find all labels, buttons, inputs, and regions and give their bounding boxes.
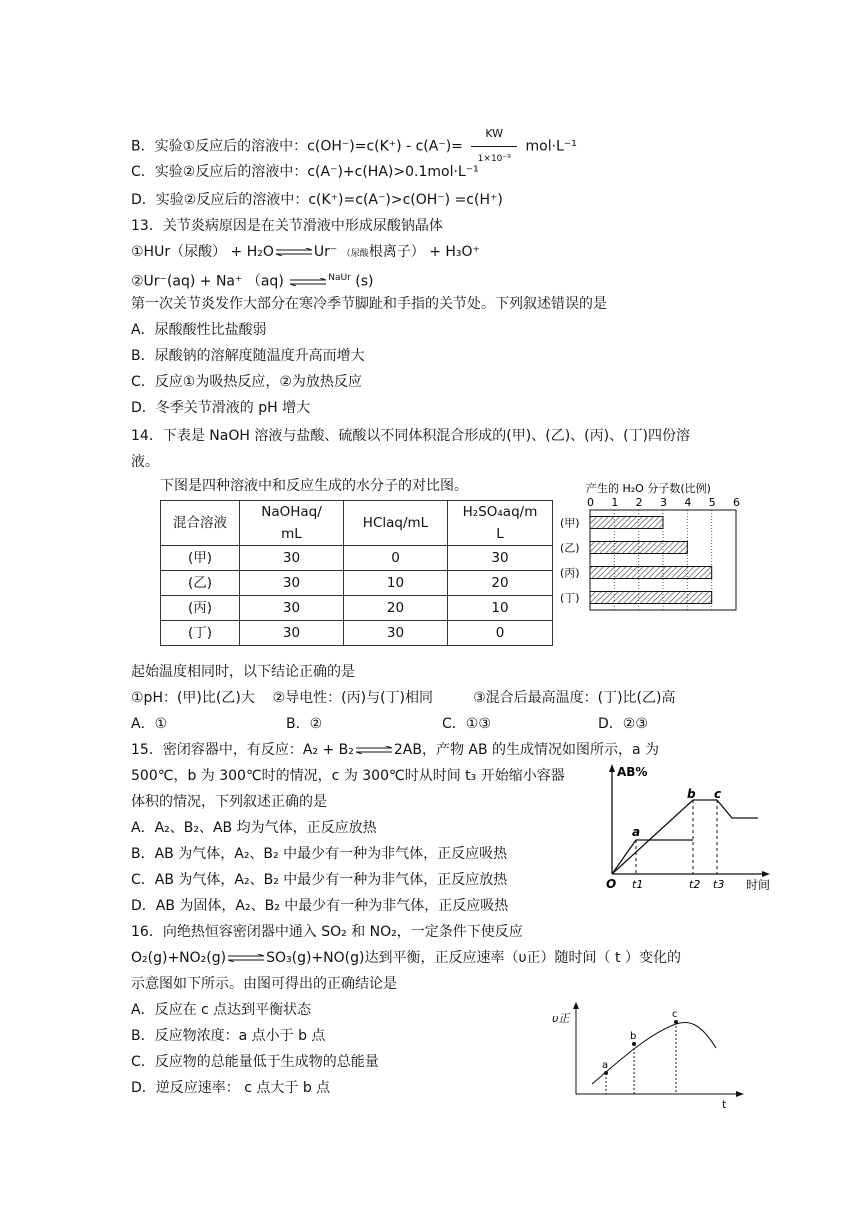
- q14-stem-line2: 液。: [131, 454, 159, 470]
- q15-option-a: A．A₂、B₂、AB 均为气体，正反应放热: [131, 820, 377, 836]
- y-axis-label: υ正: [552, 1012, 570, 1025]
- bar-tick-label: 2: [635, 496, 643, 509]
- bar-tick-label: 5: [708, 496, 716, 509]
- q14-table: [160, 500, 553, 646]
- q15-option-c: C．AB 为气体，A₂、B₂ 中最少有一种为非气体，正反应放热: [131, 872, 508, 888]
- tick-t3: t3: [713, 878, 725, 891]
- q12-option-b-unit: mol·L⁻¹: [525, 138, 577, 155]
- x-axis-label: 时间: [746, 878, 771, 892]
- point-label-c: c: [714, 787, 722, 801]
- bar-mark: [590, 517, 663, 529]
- curve-a: [612, 840, 693, 874]
- table-cell: 20: [344, 596, 448, 621]
- y-axis-arrow-icon: [573, 1002, 579, 1009]
- q13-stem: 13．关节炎病原因是在关节滑液中形成尿酸钠晶体: [131, 218, 443, 234]
- q15-stem-line1: [131, 740, 659, 760]
- bar-tick-label: 1: [611, 496, 619, 509]
- q12-option-b-label: B．实验①反应后的溶液中：: [131, 138, 308, 155]
- q13-equation-2: [131, 268, 373, 292]
- table-cell: 30: [344, 621, 448, 646]
- q14-option-a: A．①: [131, 716, 168, 732]
- q16-stem-a: O₂(g)+NO₂(g): [131, 950, 227, 966]
- q14-stem-line1: 14．下表是 NaOH 溶液与盐酸、硫酸以不同体积混合形成的(甲)、(乙)、(丙)、(丁)四份溶: [131, 428, 691, 444]
- q16-option-a: A．反应在 c 点达到平衡状态: [131, 1002, 312, 1018]
- q12-option-b-expr: c(OH⁻)=c(K⁺) - c(A⁻)=: [307, 138, 463, 155]
- q16-stem-b: SO₃(g)+NO(g)达到平衡，正反应速率（υ正）随时间（ t ）变化的: [266, 950, 681, 966]
- table-cell: 20: [448, 571, 553, 596]
- eq1-left: ①HUr（尿酸） + H₂O: [131, 244, 274, 260]
- table-cell: (甲): [161, 546, 240, 571]
- q15-stem-b: 2AB，产物 AB 的生成情况如图所示，a 为: [393, 742, 660, 758]
- ab-percent-graph: [598, 758, 778, 893]
- rate-graph: [548, 1000, 748, 1115]
- table-cell: (丁): [161, 621, 240, 646]
- table-cell: 30: [448, 546, 553, 571]
- bar-tick-label: 0: [587, 496, 594, 509]
- q15-option-b: B．AB 为气体，A₂、B₂ 中最少有一种为非气体，正反应吸热: [131, 846, 508, 862]
- q14-statements: ①pH：(甲)比(乙)大 ②导电性：(丙)与(丁)相同 ③混合后最高温度：(丁)比(乙)高: [131, 690, 676, 706]
- table-cell: (乙): [161, 571, 240, 596]
- point-label-a: a: [602, 1060, 609, 1071]
- header-cell: [240, 501, 344, 546]
- q16-stem-line3: 示意图如下所示。由图可得出的正确结论是: [131, 976, 397, 992]
- q14-intro: 下图是四种溶液中和反应生成的水分子的对比图。: [160, 478, 468, 494]
- eq1-right: 根离子） + H₃O⁺: [368, 244, 480, 260]
- bar-mark: [590, 592, 712, 604]
- eq1-mid: Ur⁻: [313, 244, 338, 260]
- table-row: [161, 596, 553, 621]
- table-cell: 30: [240, 596, 344, 621]
- q14-option-c: C．①③: [442, 716, 491, 732]
- bar-mark: [590, 542, 687, 554]
- x-axis-arrow-icon: [762, 871, 770, 877]
- point-label-a: a: [632, 825, 641, 839]
- table-header-row: [161, 501, 553, 546]
- fraction-denominator: 1×10⁻⁹: [477, 154, 511, 164]
- origin-label: O: [606, 877, 617, 891]
- bar-category-label: (甲): [560, 516, 580, 530]
- bar-tick-label: 6: [733, 496, 740, 509]
- table-cell: 10: [448, 596, 553, 621]
- q14-option-d: D．②③: [598, 716, 648, 732]
- x-axis-arrow-icon: [736, 1091, 744, 1097]
- point-label-c: c: [672, 1009, 678, 1020]
- table-cell: 30: [240, 571, 344, 596]
- bar-category-label: (丙): [560, 566, 580, 580]
- q15-stem-a: 15．密闭容器中，有反应：A₂ + B₂: [131, 742, 354, 758]
- q16-option-d: D．逆反应速率： c 点大于 b 点: [131, 1080, 331, 1096]
- q15-option-d: D．AB 为固体，A₂、B₂ 中最少有一种为非气体，正反应吸热: [131, 898, 509, 914]
- q13-equation-1: [131, 242, 480, 264]
- q15-stem-line2: 500℃，b 为 300℃时的情况，c 为 300℃时从时间 t₃ 开始缩小容器: [131, 768, 565, 784]
- q14-conclusion: 起始温度相同时，以下结论正确的是: [131, 664, 355, 680]
- header-text: NaOHaq/: [261, 504, 322, 520]
- table-cell: 0: [344, 546, 448, 571]
- table-cell: (丙): [161, 596, 240, 621]
- table-row: [161, 571, 553, 596]
- y-axis-label: AB%: [617, 765, 648, 779]
- header-text: mL: [281, 526, 302, 542]
- q13-context: 第一次关节炎发作大部分在寒冷季节脚趾和手指的关节处。下列叙述错误的是: [131, 296, 607, 312]
- fraction-numerator: KW: [471, 124, 517, 147]
- equilibrium-arrow-icon: [276, 248, 312, 256]
- eq2-left: ②Ur⁻(aq) + Na⁺ （aq): [131, 273, 284, 290]
- q16-option-b: B．反应物浓度：a 点小于 b 点: [131, 1028, 326, 1044]
- point-label-b: b: [687, 787, 696, 801]
- header-cell: HClaq/mL: [344, 501, 448, 546]
- eq1-small: （尿酸: [341, 249, 369, 259]
- q16-option-c: C．反应物的总能量低于生成物的总能量: [131, 1054, 379, 1070]
- header-text: L: [496, 526, 504, 542]
- q13-option-d: D．冬季关节滑液的 pH 增大: [131, 400, 311, 416]
- q13-option-a: A．尿酸酸性比盐酸弱: [131, 322, 267, 338]
- table-cell: 30: [240, 621, 344, 646]
- header-text: H₂SO₄aq/m: [462, 504, 538, 520]
- bar-category-label: (乙): [560, 541, 580, 555]
- q15-stem-line3: 体积的情况，下列叙述正确的是: [131, 794, 327, 810]
- table-cell: 0: [448, 621, 553, 646]
- equilibrium-arrow-icon: [228, 954, 264, 962]
- table-cell: 30: [240, 546, 344, 571]
- eq2-small: NaUr: [328, 273, 351, 283]
- table-cell: 10: [344, 571, 448, 596]
- y-axis-arrow-icon: [609, 764, 615, 772]
- tick-t1: t1: [632, 878, 644, 891]
- equilibrium-arrow-icon: [290, 278, 326, 286]
- table-row: [161, 546, 553, 571]
- q13-option-b: B．尿酸钠的溶解度随温度升高而增大: [131, 348, 365, 364]
- q12-option-d: D．实验②反应后的溶液中：c(K⁺)=c(A⁻)>c(OH⁻) =c(H⁺): [131, 192, 503, 208]
- q14-option-b: B．②: [286, 716, 323, 732]
- q13-option-c: C．反应①为吸热反应，②为放热反应: [131, 374, 362, 390]
- q16-stem-line1: 16．向绝热恒容密闭器中通入 SO₂ 和 NO₂，一定条件下使反应: [131, 924, 523, 940]
- table-row: [161, 621, 553, 646]
- bar-mark: [590, 567, 712, 579]
- eq2-right: (s): [355, 273, 374, 290]
- q12-option-c: C．实验②反应后的溶液中：c(A⁻)+c(HA)>0.1mol·L⁻¹: [131, 164, 479, 180]
- bar-category-label: (丁): [560, 591, 580, 605]
- rate-curve: [592, 1022, 716, 1084]
- h2o-bar-chart: [556, 478, 746, 613]
- x-axis-label: t: [722, 1098, 727, 1111]
- bar-tick-label: 3: [660, 496, 667, 509]
- point-label-b: b: [630, 1031, 637, 1042]
- chart-title: 产生的 H₂O 分子数(比例): [586, 482, 711, 495]
- tick-t2: t2: [689, 878, 701, 891]
- equilibrium-arrow-icon: [356, 746, 392, 754]
- header-cell: 混合溶液: [161, 501, 240, 546]
- header-cell: [448, 501, 553, 546]
- q16-stem-line2: [131, 948, 681, 968]
- bar-tick-label: 4: [684, 496, 692, 509]
